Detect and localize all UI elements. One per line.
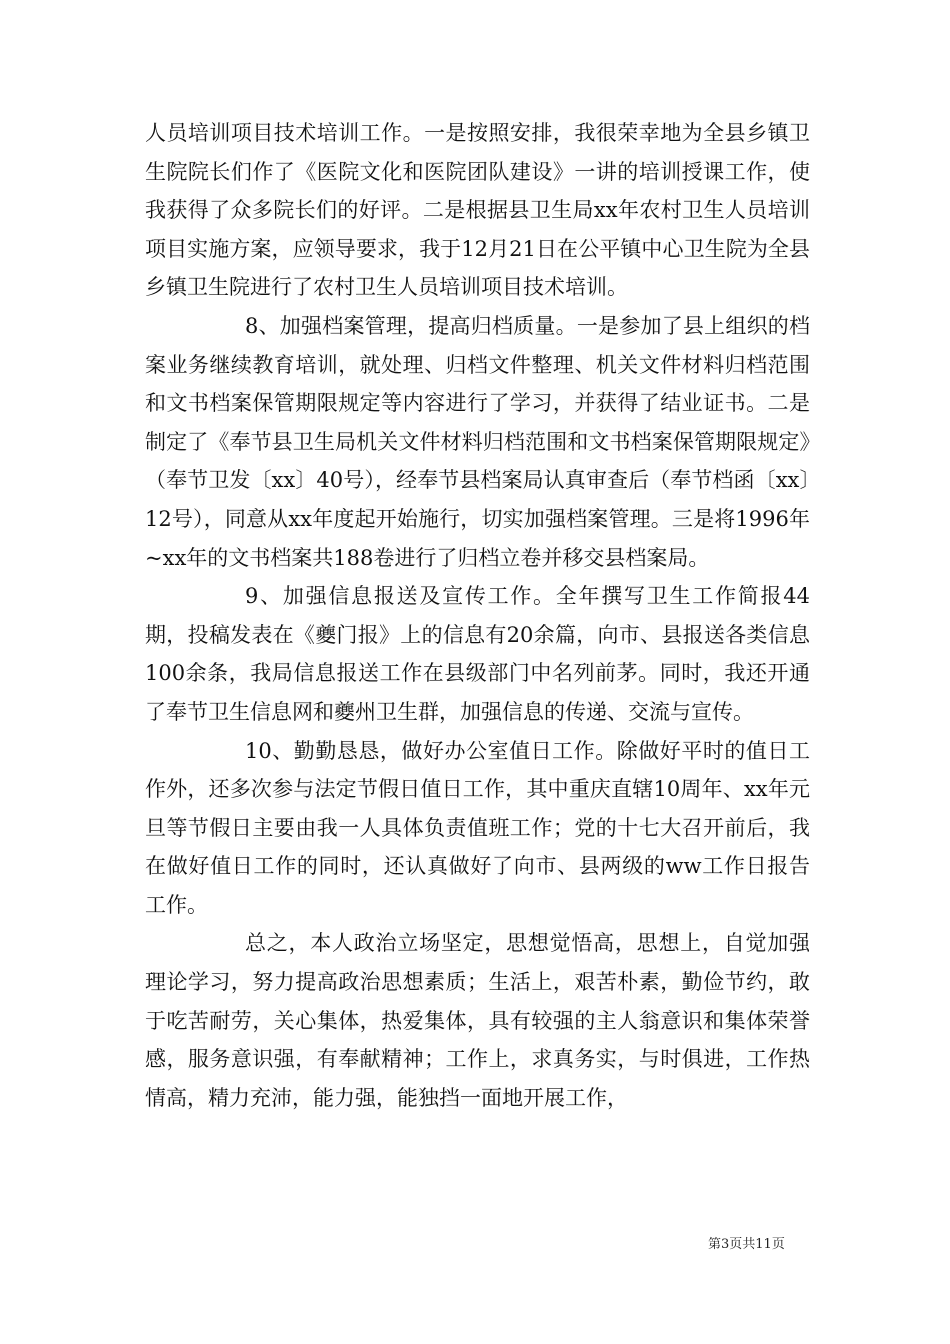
paragraph-office-duty: 10、勤勤恳恳，做好办公室值日工作。除做好平时的值日工作外，还多次参与法定节假日值日工作，其中重庆直辖10周年、xx年元旦等节假日主要由我一人具体负责值班工作；党的十七大召开前后，我在做好值日工作的同时，还认真做好了向市、县两级的ww工作日报告工作。 <box>145 738 810 917</box>
paragraph-information-reporting: 9、加强信息报送及宣传工作。全年撰写卫生工作简报44期，投稿发表在《夔门报》上的信息有20余篇，向市、县报送各类信息100余条，我局信息报送工作在县级部门中名列前茅。同时，我还开通了奉节卫生信息网和夔州卫生群，加强信息的传递、交流与宣传。 <box>145 584 810 724</box>
paragraph-training-continued: 人员培训项目技术培训工作。一是按照安排，我很荣幸地为全县乡镇卫生院院长们作了《医院文化和医院团队建设》一讲的培训授课工作，使我获得了众多院长们的好评。二是根据县卫生局xx年农村卫生人员培训项目实施方案，应领导要求，我于12月21日在公平镇中心卫生院为全县乡镇卫生院进行了农村卫生人员培训项目技术培训。 <box>145 121 810 300</box>
paragraph-archive-management: 8、加强档案管理，提高归档质量。一是参加了县上组织的档案业务继续教育培训，就处理、归档文件整理、机关文件材料归档范围和文书档案保管期限规定等内容进行了学习，并获得了结业证书。二是制定了《奉节县卫生局机关文件材料归档范围和文书档案保管期限规定》（奉节卫发〔xx〕40号），经奉节县档案局认真审查后（奉节档函〔xx〕12号），同意从xx年度起开始施行，切实加强档案管理。三是将1996年~xx年的文书档案共188卷进行了归档立卷并移交县档案局。 <box>145 313 810 570</box>
page-number-footer: 第3页共11页 <box>708 1237 785 1252</box>
document-body <box>145 114 810 1117</box>
paragraph-summary: 总之，本人政治立场坚定，思想觉悟高，思想上，自觉加强理论学习，努力提高政治思想素质；生活上，艰苦朴素，勤俭节约，敢于吃苦耐劳，关心集体，热爱集体，具有较强的主人翁意识和集体荣誉感，服务意识强，有奉献精神；工作上，求真务实，与时俱进，工作热情高，精力充沛，能力强，能独挡一面地开展工作， <box>145 931 810 1110</box>
